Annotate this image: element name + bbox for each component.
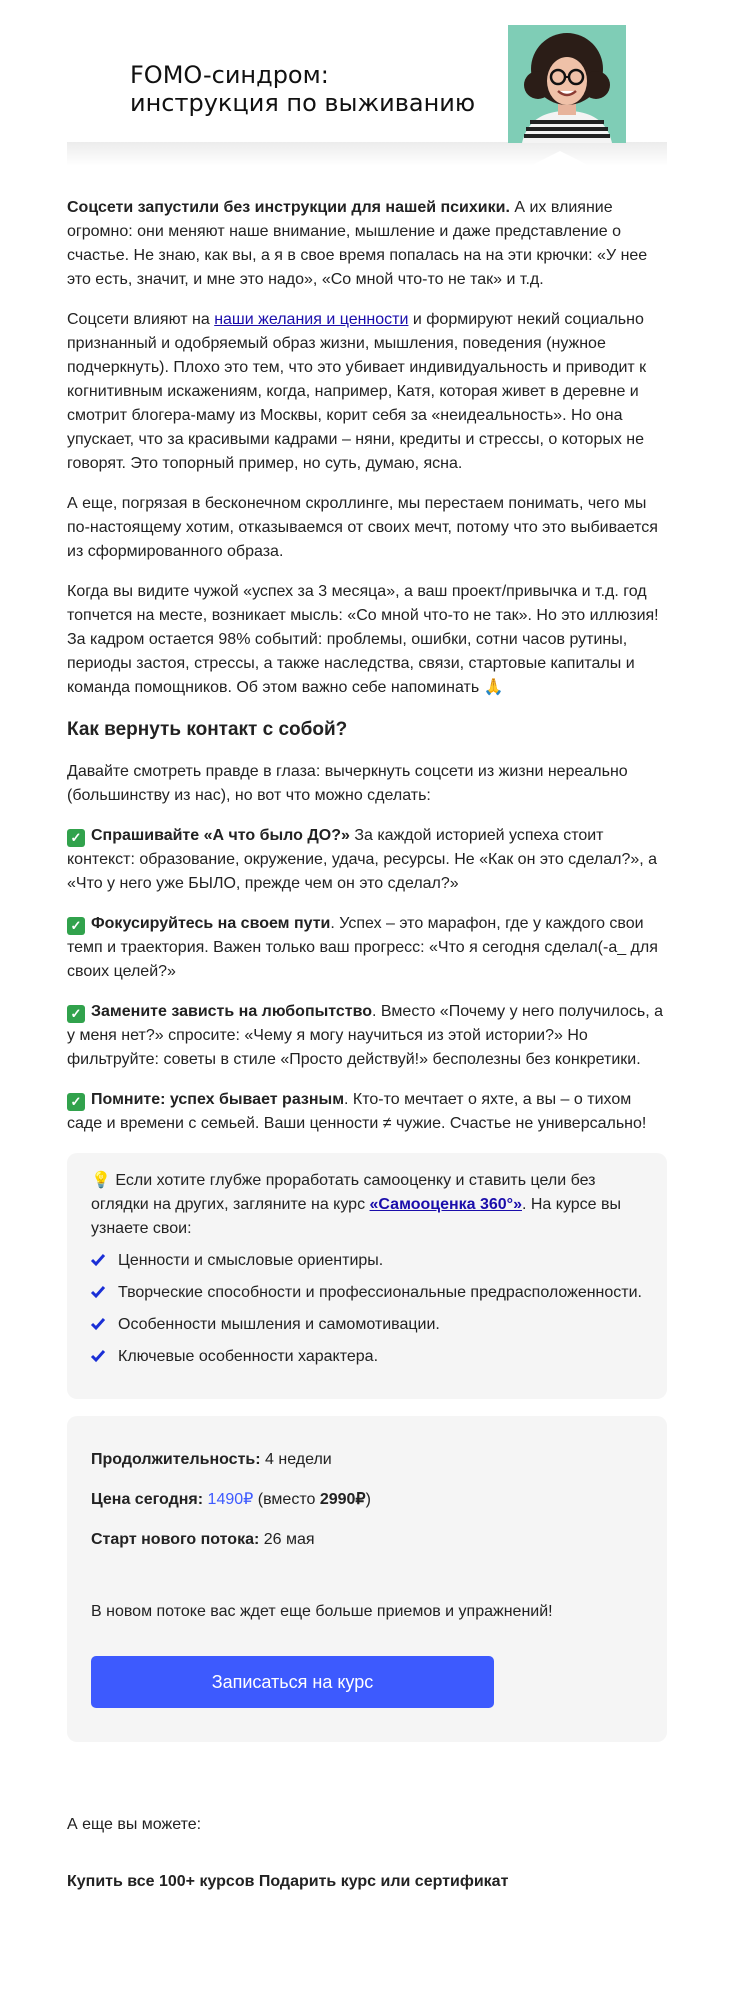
hero-title-line1: FOMO-синдром: (130, 61, 329, 89)
start-label: Старт нового потока: (91, 1531, 260, 1548)
price-instead-pre: (вместо (253, 1491, 320, 1508)
intro-paragraph-3: А еще, погрязая в бесконечном скроллинге, мы перестаем понимать, чего мы по-настоящему хотим, отказываемся от своих мечт, потому что это выбивается из сформированного образа. (67, 495, 658, 560)
tip-title: Помните: успех бывает разным (91, 1091, 345, 1108)
tip-title: Спрашивайте «А что было ДО?» (91, 827, 350, 844)
tip-title: Фокусируйтесь на своем пути (91, 915, 331, 932)
footer-links-wrap (67, 1870, 667, 1890)
section-heading: Как вернуть контакт с собой? (67, 719, 348, 740)
tip-4-wrap (67, 1088, 667, 1136)
tip-3-wrap (67, 1000, 667, 1072)
price-old: 2990₽ (319, 1491, 366, 1508)
list-item-text: Особенности мышления и самомотивации. (118, 1316, 440, 1333)
list-item (91, 1249, 647, 1273)
hero-header (67, 0, 667, 166)
course-link[interactable]: «Самооценка 360°» (369, 1196, 522, 1213)
footer-links[interactable]: Купить все 100+ курсов Подарить курс или сертификат (67, 1873, 509, 1890)
duration-value: 4 недели (260, 1451, 332, 1468)
tip-item (67, 912, 667, 984)
intro-p1-text: А их влияние огромно: они меняют наше внимание, мышление и даже представление о счастье. Не знаю, как вы, а я в свое время попалась на на эти крючки: «У нее это есть, значит, и мне это надо», «Со мной что-то не так» и т.д. (67, 199, 648, 288)
check-mark-icon: ✓ (67, 1093, 85, 1111)
price-instead-post: ) (365, 1491, 371, 1508)
course-promo-end: . На курсе вы узнаете свои: (91, 1196, 622, 1237)
article-body (67, 196, 667, 292)
check-mark-icon: ✓ (67, 917, 85, 935)
tip-1-wrap (67, 824, 667, 896)
intro-paragraph-4-wrap (67, 580, 667, 700)
check-mark-icon: ✓ (67, 1005, 85, 1023)
list-item-text: Ценности и смысловые ориентиры. (118, 1252, 384, 1269)
price-value: 1490₽ (207, 1491, 254, 1508)
author-photo-icon (508, 25, 626, 143)
course-benefits-list (91, 1249, 647, 1369)
intro-paragraph-1 (67, 196, 667, 292)
list-item-text: Ключевые особенности характера. (118, 1348, 379, 1365)
intro-paragraph-2-wrap (67, 308, 667, 476)
intro-p2-start: Соцсети влияют на (67, 311, 215, 328)
course-promo-text (91, 1169, 647, 1241)
duration-row (91, 1448, 332, 1472)
enroll-button[interactable]: Записаться на курс (91, 1656, 494, 1708)
offer-note: В новом потоке вас ждет еще больше приемов и упражнений! (91, 1603, 553, 1620)
intro-paragraph-3-wrap (67, 492, 667, 564)
duration-label: Продолжительность: (91, 1451, 261, 1468)
section-lead: Давайте смотреть правде в глаза: вычеркнуть соцсети из жизни нереально (большинству из нас), но вот что можно сделать: (67, 763, 628, 804)
lightbulb-icon: 💡 (91, 1172, 111, 1189)
tip-text: За каждой историей успеха стоит контекст: образование, окружение, удача, ресурсы. Не «Как он это сделал?», а «Что у него уже БЫЛО, прежде чем он это сделал?» (67, 827, 658, 892)
intro-p1-bold: Соцсети запустили без инструкции для нашей психики. (67, 199, 510, 216)
hero-title-line2: инструкция по выживанию (130, 89, 476, 117)
tip-item (67, 1088, 667, 1136)
checkmark-icon (91, 1317, 105, 1331)
check-mark-icon: ✓ (67, 829, 85, 847)
tip-item (67, 1000, 667, 1072)
tip-text: . Кто-то мечтает о яхте, а вы – о тихом саде и времени с семьей. Ваши ценности ≠ чужие. Счастье не универсально! (67, 1091, 647, 1132)
intro-paragraph-4: Когда вы видите чужой «успех за 3 месяца», а ваш проект/привычка и т.д. год топчется на месте, возникает мысль: «Со мной что-то не так». Но это иллюзия! За кадром остается 98% событий: проблемы, ошибки, сотни часов рутины, периоды застоя, стрессы, а также наследства, связи, стартовые капиталы и команда помощников. Об этом важно себе напоминать 🙏 (67, 583, 659, 696)
hero-notch (530, 151, 590, 166)
intro-p2-text: и формируют некий социально признанный и одобряемый образ жизни, мышления, поведения (нужное подчеркнуть). Плохо это тем, что это убивает индивидуальность и приводит к когнитивным искажениям, когда, например, Катя, которая живет в деревне и смотрит блогера-маму из Москвы, корит себя за «неидеальность». Но она упускает, что за красивыми кадрами – няни, кредиты и стрессы, о которых не говорят. Это топорный пример, но суть, думаю, ясна. (67, 311, 647, 472)
start-value: 26 мая (259, 1531, 315, 1548)
checkmark-icon (91, 1349, 105, 1363)
tip-text: . Успех – это марафон, где у каждого свои темп и траектория. Важен только ваш прогресс: «Что я сегодня сделал(-а_ для своих целей?» (67, 915, 658, 980)
offer-box (67, 1416, 667, 1742)
course-promo-start: Если хотите глубже проработать самооценку и ставить цели без оглядки на других, загляните на курс (91, 1172, 596, 1213)
tip-text: . Вместо «Почему у него получилось, а у меня нет?» спросите: «Чему я могу научиться из этой истории?» Но фильтруйте: советы в стиле «Просто действуй!» бесполезны без конкретики. (67, 1003, 663, 1068)
section-lead-wrap (67, 760, 667, 808)
price-label: Цена сегодня: (91, 1491, 204, 1508)
section-heading-wrap (67, 717, 667, 743)
list-item (91, 1345, 647, 1369)
hero-title (130, 61, 475, 117)
course-promo-box (67, 1153, 667, 1399)
list-item (91, 1313, 647, 1337)
tip-2-wrap (67, 912, 667, 984)
tip-title: Замените зависть на любопытство (91, 1003, 373, 1020)
list-item (91, 1281, 647, 1305)
price-row (91, 1488, 371, 1512)
tip-item (67, 824, 667, 896)
values-link[interactable]: наши желания и ценности (214, 311, 409, 328)
course-promo-content (91, 1169, 647, 1377)
checkmark-icon (91, 1285, 105, 1299)
footer-more-wrap (67, 1813, 667, 1837)
intro-paragraph-2 (67, 308, 667, 476)
checkmark-icon (91, 1253, 105, 1267)
start-row (91, 1528, 315, 1552)
author-avatar (508, 25, 626, 143)
list-item-text: Творческие способности и профессиональные предрасположенности. (118, 1284, 642, 1301)
footer-more: А еще вы можете: (67, 1816, 202, 1833)
